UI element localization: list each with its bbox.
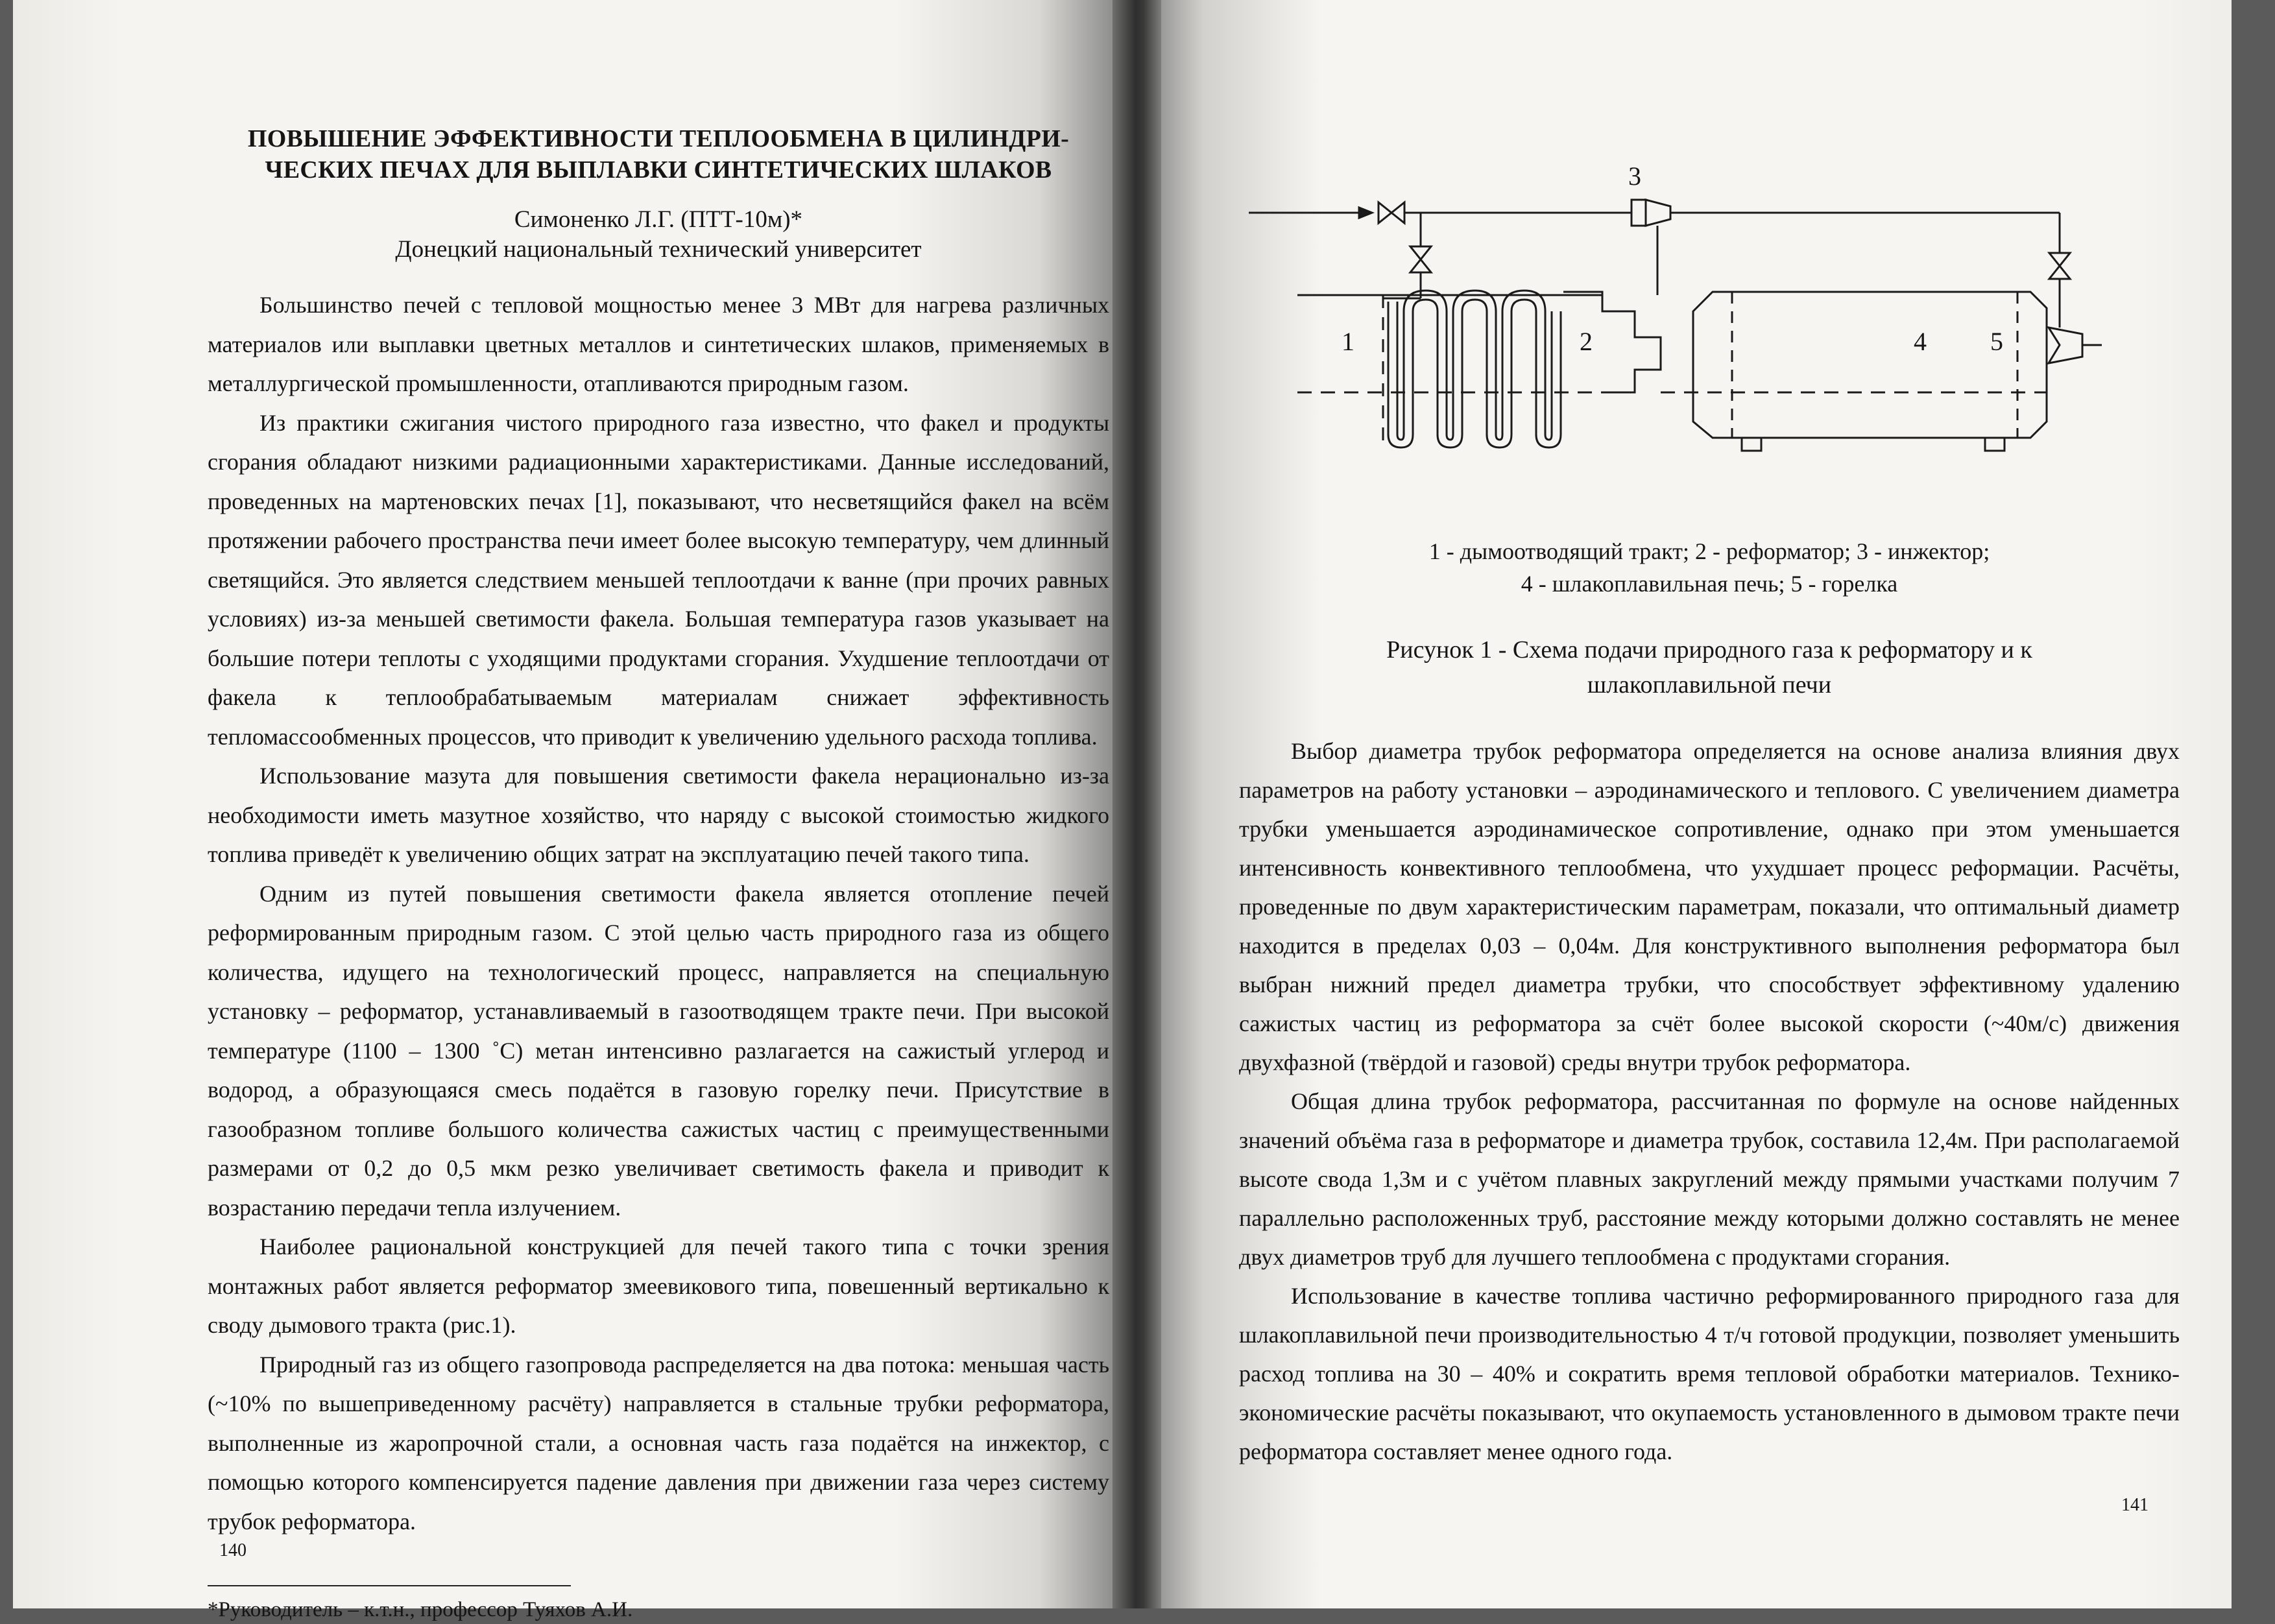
- organization: Донецкий национальный технический университет: [395, 236, 922, 263]
- figure-label-5: 5: [1990, 327, 2003, 356]
- legend-line-2: 4 - шлакоплавильная печь; 5 - горелка: [1521, 571, 1898, 597]
- figure-caption: [1239, 632, 2180, 702]
- paragraph: Одним из путей повышения светимости факела является отопление печей реформированным природным газом. С этой целью часть природного газа из общего количества, идущего на технологический процесс, направляется на специальную установку – реформатор, устанавливаемый в газоотводящем тракте печи. При высокой температуре (1100 – 1300 ˚С) метан интенсивно разлагается на сажистый углерод и водород, а образующаяся смесь подаётся в газовую горелку печи. Присутствие в газообразном топливе большого количества сажистых частиц с преимущественными размерами от 0,2 до 0,5 мкм резко увеличивает светимость факела и приводит к возрастанию передачи тепла излучением.: [208, 880, 1109, 1221]
- injector-icon: [1646, 200, 1670, 226]
- footnote-divider: [208, 1585, 571, 1586]
- flow-arrow-icon: [1359, 208, 1372, 218]
- injector-body: [1631, 200, 1646, 226]
- footnote: *Руководитель – к.т.н., профессор Туяхов А.И.: [208, 1598, 633, 1621]
- book-gutter: [1113, 0, 1164, 1608]
- figure-label-2: 2: [1580, 327, 1593, 356]
- valve-icon: [1378, 202, 1404, 223]
- page-number-right: 141: [2121, 1495, 2149, 1515]
- burner-icon: [2049, 328, 2082, 363]
- figure-label-3: 3: [1628, 162, 1641, 191]
- reformer-diagram: [1239, 162, 2180, 577]
- author: Симоненко Л.Г. (ПТТ-10м)*: [514, 206, 803, 233]
- page-number-left: 140: [219, 1540, 247, 1560]
- paragraph: Использование мазута для повышения светимости факела нерационально из-за необходимости иметь мазутное хозяйство, что наряду с высокой стоимостью жидкого топлива приведёт к увеличению общих затрат на эксплуатацию печей такого типа.: [208, 763, 1109, 867]
- figure-label-4: 4: [1914, 327, 1927, 356]
- article-title: [208, 123, 1109, 185]
- paragraph: Из практики сжигания чистого природного газа известно, что факел и продукты сгорания обладают низкими радиационными характеристиками. Данные исследований, проведенных на мартеновских печах [1], показывают, что несветящийся факел на всём протяжении рабочего пространства печи имеет более высокую температуру, чем длинный светящийся. Это является следствием меньшей теплоотдачи к ванне (при прочих равных условиях) из-за меньшей светимости факела. Большая температура газов указывает на большие потери теплоты с уходящими продуктами сгорания. Ухудшение теплоотдачи от факела к теплообрабатываемым материалам снижает эффективность тепломассообменных процессов, что приводит к увеличению удельного расхода топлива.: [208, 409, 1109, 750]
- caption-line-1: Рисунок 1 - Схема подачи природного газа к реформатору и к: [1386, 636, 2032, 663]
- caption-line-2: шлакоплавильной печи: [1587, 671, 1832, 699]
- valve-icon: [1410, 246, 1431, 272]
- right-page: [1161, 0, 2232, 1608]
- figure-legend: [1239, 535, 2180, 600]
- paragraph: Общая длина трубок реформатора, рассчитанная по формуле на основе найденных значений объёма газа в реформаторе и диаметра трубок, составила 12,4м. При располагаемой высоте свода 1,3м и с учётом плавных закруглений между прямыми участками получим 7 параллельно расположенных труб, расстояние между которыми должно составлять не менее двух диаметров труб для лучшего теплообмена с продуктами сгорания.: [1239, 1088, 2180, 1270]
- paragraph: Использование в качестве топлива частично реформированного природного газа для шлакоплавильной печи производительностью 4 т/ч готовой продукции, позволяет уменьшить расход топлива на 30 – 40% и сократить время тепловой обработки материалов. Технико-экономические расчёты показывают, что окупаемость установленного в дымовом тракте печи реформатора составляет менее одного года.: [1239, 1283, 2180, 1464]
- paragraph: Выбор диаметра трубок реформатора определяется на основе анализа влияния двух параметров на работу установки – аэродинамического и теплового. С увеличением диаметра трубки уменьшается аэродинамическое сопротивление, однако при этом уменьшается интенсивность конвективного теплообмена, что ухудшает процесс реформации. Расчёты, проведенные по двум характеристическим параметрам, показали, что оптимальный диаметр находится в пределах 0,03 – 0,04м. Для конструктивного выполнения реформатора был выбран нижний предел диаметра трубки, что способствует эффективному удалению сажистых частиц из реформатора за счёт более высокой скорости (~40м/с) движения двухфазной (твёрдой и газовой) среды внутри трубок реформатора.: [1239, 738, 2180, 1075]
- title-line-2: ЧЕСКИХ ПЕЧАХ ДЛЯ ВЫПЛАВКИ СИНТЕТИЧЕСКИХ ШЛАКОВ: [265, 156, 1052, 184]
- right-page-content: [1239, 732, 2180, 1471]
- paragraph: Природный газ из общего газопровода распределяется на два потока: меньшая часть (~10% по вышеприведенному расчёту) направляется в стальные трубки реформатора, выполненные из жаропрочной стали, а основная часть газа подаётся на инжектор, с помощью которого компенсируется падение давления при движении газа через систему трубок реформатора.: [208, 1351, 1109, 1534]
- left-page: [13, 0, 1116, 1621]
- furnace-support: [1985, 438, 2004, 451]
- paragraph: Большинство печей с тепловой мощностью менее 3 МВт для нагрева различных материалов или выплавки цветных металлов и синтетических шлаков, применяемых в металлургической промышленности, отапливаются природным газом.: [208, 292, 1109, 396]
- figure-label-1: 1: [1342, 327, 1354, 356]
- furnace-support: [1742, 438, 1761, 451]
- valve-icon: [2049, 253, 2070, 279]
- paragraph: Наиболее рациональной конструкцией для печей такого типа с точки зрения монтажных работ является реформатор змеевикового типа, повешенный вертикально к своду дымового тракта (рис.1).: [208, 1234, 1109, 1338]
- figure-scheme: [1239, 162, 2180, 577]
- legend-line-1: 1 - дымоотводящий тракт; 2 - реформатор; 3 - инжектор;: [1428, 538, 1990, 564]
- left-page-content: [208, 123, 1109, 1624]
- title-line-1: ПОВЫШЕНИЕ ЭФФЕКТИВНОСТИ ТЕПЛООБМЕНА В ЦИЛИНДРИ-: [247, 125, 1070, 152]
